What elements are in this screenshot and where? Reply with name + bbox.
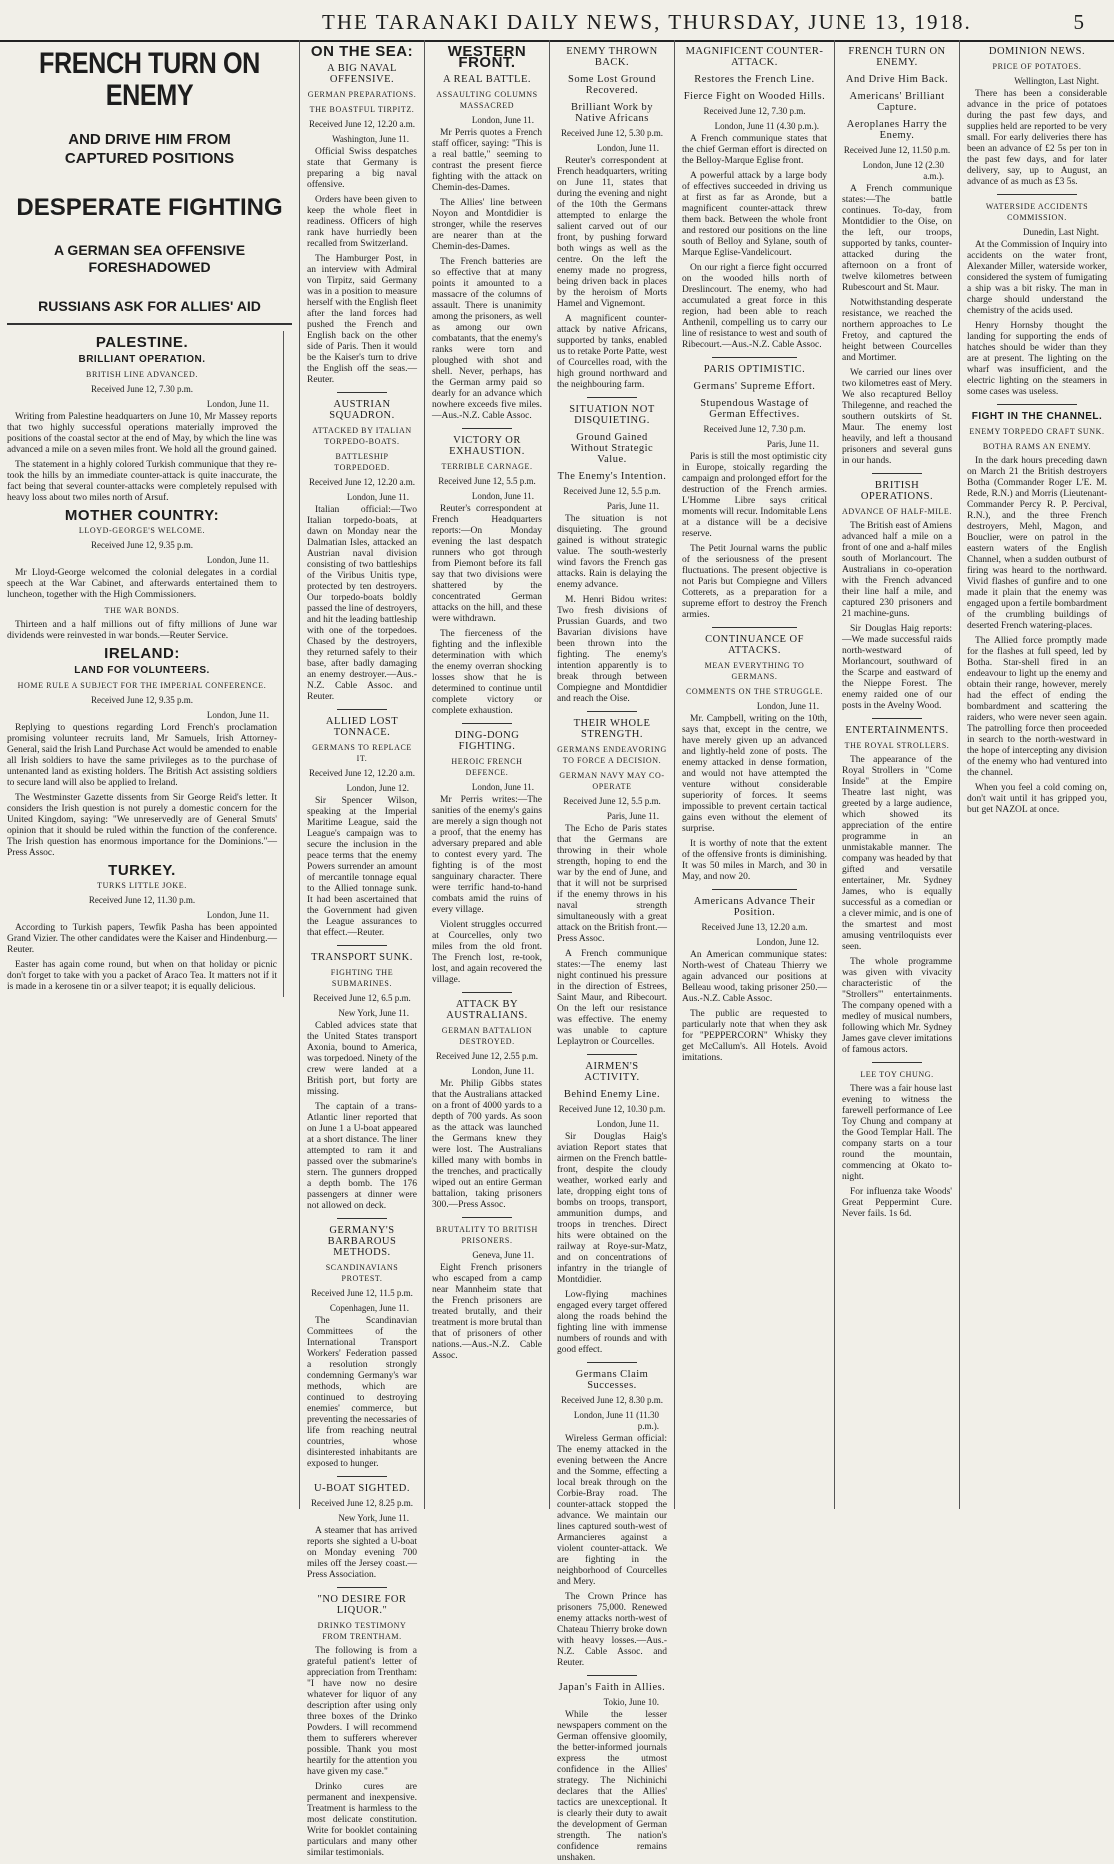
thrown-p2: A magnificent counter-attack by native Africans, supported by tanks, enabled us to retake Porte Patte, west of Courcelles road, with the high ground northward and the neighbouring farm.	[557, 314, 667, 390]
section-mother-country: MOTHER COUNTRY:	[64, 507, 220, 524]
thrown-place: London, June 11.	[596, 143, 659, 153]
austrian-sub2: BATTLESHIP TORPEDOED.	[334, 452, 390, 472]
situation-p1: The situation is not disquieting. The ground gained is without strategic value. The south-westerly wind favors the French gas attacks. Rain is delaying the enemy advance.	[557, 514, 667, 590]
sea-p3: The Hamburger Post, in an interview with Admiral von Tirpitz, said Germany was in a position to measure herself with the English fleet after the land forces had pushed the French and English back on the other side of Paris. Then it would be the Kaiser's turn to drive the English off the seas.—Reuter.	[307, 254, 417, 385]
transport-received: Received June 12, 6.5 p.m.	[313, 993, 411, 1003]
french-place: London, June 12 (2.30 a.m.).	[862, 160, 944, 181]
divider	[337, 1218, 387, 1219]
palestine-sub: BRITISH LINE ADVANCED.	[86, 370, 198, 379]
strength-p2: A French communique states:—The enemy last night continued his pressure in the direction of Estrees, Saint Maur, and Ribecourt. On the left our resistance was effective. The enemy was unable to capture Leplaytron or Courcelles.	[557, 949, 667, 1047]
strength-received: Received June 12, 5.5 p.m.	[563, 796, 661, 806]
liquor-p1: The following is from a grateful patient's letter of appreciation from Trentham: "I have now no desire whatever for liquor of any description after using only three boxes of the Drinko Powders. I will recommend them to sufferers wherever possible. Thank you most heartily for the attention you have given my case."	[307, 1646, 417, 1777]
dominion-place: Wellington, Last Night.	[1014, 76, 1099, 86]
divider	[997, 404, 1077, 405]
austrian-sub1: ATTACKED BY ITALIAN TORPEDO-BOATS.	[312, 426, 412, 446]
tonnage-received: Received June 12, 12.20 a.m.	[309, 768, 415, 778]
situation-received: Received June 12, 5.5 p.m.	[563, 486, 661, 496]
divider	[587, 397, 637, 398]
mother-head: LLOYD-GEORGE'S WELCOME.	[78, 526, 206, 535]
counter-p2: A powerful attack by a large body of effectives succeeded in driving us at first as far as Aronde, but a magnificent counter-attack threw them back. Between the whole front and restored our positions on the line south of Belloy and Sylane, south of Marque Eglise-Vandelicourt.	[682, 171, 827, 258]
liquor-sub: DRINKO TESTIMONY FROM TRENTHAM.	[317, 1621, 407, 1641]
airmen-p1: Sir Douglas Haig's aviation Report states that airmen on the French battle-front, despite the cloudy weather, worked early and late, dropping eight tons of bombs on troops, transport, ammunition dumps, and troops in trenches. Direct hits were obtained on the railway at Roye-sur-Matz, and on concentrations of infantry in the triangle of Montdidier.	[557, 1132, 667, 1285]
counter-p1: A French communique states that the chief German effort is directed on the Belloy-Marque Eglise front.	[682, 134, 827, 166]
french-sub: And Drive Him Back.	[845, 74, 949, 85]
liquor-head: "NO DESIRE FOR LIQUOR."	[317, 1594, 407, 1616]
sea-received: Received June 12, 12.20 a.m.	[309, 119, 415, 129]
sea-sub2: THE BOASTFUL TIRPITZ.	[309, 105, 415, 114]
thrown-head: ENEMY THROWN BACK.	[566, 46, 658, 68]
americans-p1: An American communique states: North-west of Chateau Thierry we again advanced our positions at Belleau wood, taking prisoner 250.—Aus.-N.Z. Cable Assoc.	[682, 950, 827, 1004]
australians-p1: Mr. Philip Gibbs states that the Australians attacked on a front of 4000 yards to a depth of 700 yards. As soon as the attack was launched the Germans knew they were lost. The Australians killed many with bombs in the trenches, and practically wiped out an entire German battalion, taking prisoners 300.—Press Assoc.	[432, 1079, 542, 1210]
waterside-place: Dunedin, Last Night.	[1023, 227, 1099, 237]
transport-p2: The captain of a trans-Atlantic liner reported that on June 1 a U-boat appeared at a short distance. The liner attempted to ram it and passed over the submarine's stern. The gunners dropped a depth bomb. The 176 passengers at dinner were not allowed on deck.	[307, 1102, 417, 1211]
japan-head: Japan's Faith in Allies.	[558, 1682, 666, 1693]
sea-p1: Official Swiss despatches state that Germany is preparing a big naval offensive.	[307, 147, 417, 190]
japan-place: Tokio, June 10.	[603, 1697, 659, 1707]
austrian-received: Received June 12, 12.20 a.m.	[309, 477, 415, 487]
divider	[712, 889, 797, 890]
french-p1: A French communique states:—The battle continues. To-day, from Montdidier to the Oise, on the left, our troops, supported by tanks, counter-attacked during the afternoon on a front of twelve kilometres between Rubescourt and St. Maur.	[842, 184, 952, 293]
attacks-sub2: COMMENTS ON THE STRUGGLE.	[685, 687, 824, 696]
lee-p1: There was a fair house last evening to witness the farewell performance of Lee Toy Chung and company at the Good Templar Hall. The company starts on a tour round the mountain, commencing at Okato to-night.	[842, 1084, 952, 1182]
western-p2: The Allies' line between Noyon and Montdidier is stronger, while the reserves are nearer than at the Chemin-des-Dames.	[432, 198, 542, 252]
victory-place: London, June 11.	[471, 491, 534, 501]
australians-received: Received June 12, 2.55 p.m.	[436, 1051, 538, 1061]
column-7	[960, 40, 1114, 1509]
sea-place: Washington, June 11.	[332, 134, 409, 144]
austrian-head: AUSTRIAN SQUADRON.	[329, 399, 395, 421]
section-fight-in-channel: FIGHT IN THE CHANNEL.	[971, 411, 1103, 422]
french-sub2: Americans' Brilliant Capture.	[849, 91, 945, 113]
ding-p2: Violent struggles occurred at Courcelles, only two miles from the old front. The French lost, re-took, lost, and again recovered the village.	[432, 920, 542, 985]
counter-head: MAGNIFICENT COUNTER-ATTACK.	[685, 46, 824, 68]
counter-sub2: Fierce Fight on Wooded Hills.	[683, 91, 826, 102]
transport-place: New York, June 11.	[338, 1008, 409, 1018]
divider	[997, 194, 1077, 195]
ireland-p2: The Westminster Gazette dissents from Sir George Reid's letter. It considers the Irish question is not purely a domestic concern for the United Kingdom, saying: "We unreservedly are of General Smuts' opinion that it should be ruled within the function of the conference. The Irish question has enormous importance for the Dominions."—Press Assoc.	[7, 793, 277, 858]
uboat-received: Received June 12, 8.25 p.m.	[311, 1498, 413, 1508]
masthead	[0, 0, 1114, 42]
dominion-head: DOMINION NEWS.	[988, 46, 1086, 57]
attacks-p2: It is worthy of note that the extent of the offensive fronts is diminishing. It was 50 miles in March, and 30 in May, and now 20.	[682, 839, 827, 882]
divider	[712, 357, 797, 358]
optimistic-received: Received June 12, 7.30 p.m.	[703, 424, 806, 434]
optimistic-p1: Paris is still the most optimistic city in Europe, stoically regarding the campaign and prolonged effort for the destruction of the French armies. L'Homme Libre says critical moments will recur. Indomitable Lens at a distance will be a decisive reserve.	[682, 452, 827, 539]
australians-head: ATTACK BY AUSTRALIANS.	[446, 999, 528, 1021]
sea-p2: Orders have been given to keep the whole fleet in readiness. Officers of high rank have hurriedly been recalled from Switzerland.	[307, 195, 417, 249]
deck-desperate-fighting: DESPERATE FIGHTING	[16, 194, 283, 221]
americans-received: Received June 13, 12.20 a.m.	[701, 922, 808, 932]
optimistic-sub2: Stupendous Wastage of German Effectives.	[700, 398, 809, 420]
attacks-place: London, June 11.	[756, 701, 819, 711]
americans-place: London, June 12.	[756, 937, 819, 947]
column-2	[300, 40, 425, 1858]
thrown-p1: Reuter's correspondent at French headquarters, writing on June 11, states that during the evening and night of the 10th the Germans attempted to enlarge the salient carved out of our front, by pushing forward both wings as well as the centre. On the left the enemy made no progress, being driven back in places by the heroism of Morts Hamel and Vignemont.	[557, 156, 667, 309]
palestine-place: London, June 11.	[206, 399, 269, 409]
attacks-p1: Mr. Campbell, writing on the 10th, says that, except in the centre, we have merely given up an advanced and lightly-held zone of posts. The enemy attacked in dense formation, and would not have attempted the venture without considerable superiority of forces. It seems impossible to prevent certain tactical gains even without the element of surprise.	[682, 714, 827, 834]
section-palestine: PALESTINE.	[95, 334, 189, 351]
ding-sub: HEROIC FRENCH DEFENCE.	[451, 757, 523, 777]
sea-head: A BIG NAVAL OFFENSIVE.	[327, 63, 397, 85]
channel-sub2: BOTHA RAMS AN ENEMY.	[982, 442, 1092, 451]
dominion-sub: PRICE OF POTATOES.	[992, 62, 1082, 71]
section-ireland: IRELAND:	[104, 645, 180, 662]
column-4	[550, 40, 675, 1863]
lee-p2: For influenza take Woods' Great Peppermint Cure. Never fails. 1s 6d.	[842, 1187, 952, 1219]
french-p2: Notwithstanding desperate resistance, we reached the northern approaches to Le Fretoy, and captured the height between Courcelles and Mortimer.	[842, 298, 952, 363]
victory-p2: The fierceness of the fighting and the inflexible determination with which the enemy overran shocking losses show that he is determined to continue until complete victory or complete exhaustion.	[432, 629, 542, 716]
austrian-p1: Italian official:—Two Italian torpedo-boats, at dawn on Monday near the Dalmatian Isles, attacked an Austrian naval division consisting of two battleships of the Viribus Unitis type, protected by ten destroyers. Our torpedo-boats boldly passed the line of destroyers, and hit the leading battleship with one of the torpedoes. Chased by the destroyers, they returned safely to their base, after badly damaging an enemy destroyer.—Aus.-N.Z. Cable Assoc. and Reuter.	[307, 505, 418, 702]
victory-sub: TERRIBLE CARNAGE.	[441, 462, 533, 471]
masthead-title: THE TARANAKI DAILY NEWS, THURSDAY, JUNE 13, 1918.	[322, 10, 972, 34]
americans-p2: The public are requested to particularly note that when they ask for "PEPPERCORN" Whisky they get McCallum's. All Hotels. Avoid imitations.	[682, 1009, 827, 1063]
situation-sub2: The Enemy's Intention.	[557, 471, 667, 482]
ding-head: DING-DONG FIGHTING.	[454, 730, 520, 752]
turkey-p2: Easter has again come round, but when on that holiday or picnic don't forget to take with you a packet of Araco Tea. It matters not if it is made in a kerosene tin or a silver teapot; it is equally delicious.	[7, 960, 277, 992]
section-turkey: TURKEY.	[108, 862, 176, 879]
western-head: A REAL BATTLE.	[443, 74, 531, 85]
entertainments-p2: The whole programme was given with vivacity characteristic of the "Strollers'" entertainments. The company opened with a medley of musical numbers, following which Mr. Sydney James gave clever imitations of famous actors.	[842, 957, 952, 1055]
divider	[462, 723, 512, 724]
deck-german-sea-offensive: A GERMAN SEA OFFENSIVE FORESHADOWED	[53, 242, 246, 275]
channel-sub: ENEMY TORPEDO CRAFT SUNK.	[969, 427, 1105, 436]
strength-sub: GERMANS ENDEAVORING TO FORCE A DECISION.	[557, 745, 667, 765]
optimistic-p2: The Petit Journal warns the public of the seriousness of the present fluctuations. The present objective is not Paris but Compiegne and Villers Cotterets, as a preparation for a supreme effort to destroy the French armies.	[682, 544, 827, 620]
tonnage-head: ALLIED LOST TONNACE.	[325, 716, 399, 738]
main-subhead: AND DRIVE HIM FROM CAPTURED POSITIONS	[64, 131, 235, 167]
australians-sub: GERMAN BATTALION DESTROYED.	[441, 1026, 533, 1046]
claim-place: London, June 11 (11.30 p.m.).	[573, 1410, 659, 1431]
strength-place: Paris, June 11.	[606, 811, 659, 821]
situation-p2: M. Henri Bidou writes: Two fresh divisions of Prussian Guards, and two Bavarian divisions have been thrown into the fighting. The enemy's intention apparently is to break through between Compiegne and Montdidier and reach the Oise.	[557, 595, 667, 704]
brutality-head: BRUTALITY TO BRITISH PRISONERS.	[436, 1225, 538, 1245]
palestine-received: Received June 12, 7.30 p.m.	[91, 384, 193, 394]
ireland-p1: Replying to questions regarding Lord French's proclamation promising volunteer recruits land, Mr Samuels, Irish Attorney-General, said the Irish Land Purchase Act would be amended to enable all Irish soldiers to have the same privileges as to the purchase of untenanted land as existing holders. The British Act assisting soldiers to secure land will also be applied to Ireland.	[7, 723, 277, 788]
divider	[337, 1587, 387, 1588]
british-p2: Sir Douglas Haig reports:—We made successful raids north-westward of Morlancourt, southward of the Scarpe and eastward of the Nieppe Forest. The enemy raided one of our posts in the Avelny Wood.	[842, 624, 952, 711]
mother-p1: Mr Lloyd-George welcomed the colonial delegates in a cordial speech at the War Cabinet, and afterwards entertained them to luncheon, together with the High Commissioners.	[7, 568, 277, 600]
waterside-p2: Henry Hornsby thought the landing for supporting the ends of hatches should be wider than they are at present. The lighting on the wharf was insufficient, and the electric lighting on the steamers in some cases was useless.	[967, 321, 1107, 397]
attacks-sub: MEAN EVERYTHING TO GERMANS.	[704, 661, 805, 681]
germany-place: Copenhagen, June 11.	[329, 1303, 409, 1313]
airmen-place: London, June 11.	[596, 1119, 659, 1129]
ding-place: London, June 11.	[471, 782, 534, 792]
channel-p3: When you feel a cold coming on, don't wait until it has gripped you, but get NAZOL at once.	[967, 783, 1107, 815]
turkey-p1: According to Turkish papers, Tewfik Pasha has been appointed Grand Vizier. The other candidates were the Kaiser and Hindenburg.—Reuter.	[7, 923, 277, 955]
germany-received: Received June 12, 11.5 p.m.	[311, 1288, 413, 1298]
ireland-sub: HOME RULE A SUBJECT FOR THE IMPERIAL CONFERENCE.	[17, 681, 267, 690]
dominion-p1: There has been a considerable advance in the price of potatoes during the past few days, and supplies held are reported to be very small. For early deliveries there has been an advance of £2 5s per ton in the past few days, and for later delivery, say, up to August, an advance of as much as £3 5s.	[967, 89, 1107, 187]
western-p3: The French batteries are so effective that at many points it amounted to a massacre of the columns of assault. There is unanimity among the prisoners, as well as among our own combatants, that the enemy's ranks were torn and ploughed with shot and shell. Never, perhaps, has the German army paid so dearly for an advance which nowhere exceeds five miles.—Aus.-N.Z. Cable Assoc.	[432, 257, 542, 421]
french-head: FRENCH TURN ON ENEMY.	[848, 46, 946, 68]
divider	[337, 392, 387, 393]
ding-p1: Mr Perris writes:—The sanities of the enemy's gains are merely a sign though not a proof, that the enemy has adversary prepared and able to contest every yard. The fighting is of the most sanguinary character. There were terrific hand-to-hand combats amid the ruins of every village.	[432, 795, 542, 915]
ireland-place: London, June 11.	[206, 710, 269, 720]
attacks-head: CONTINUANCE OF ATTACKS.	[705, 634, 804, 656]
channel-p2: The Allied force promptly made for the flashes at full speed, led by Botha. Star-shell fired in an endeavour to light up the enemy and obtain their range, however, merely had the effect of ending the bombardment and scattering the raiders, who were never seen again. The patrolling force then proceeded in search to the north-westward in the hope of intercepting any division of the enemy who had ventured into the channel.	[967, 636, 1107, 778]
palestine-head: BRILLIANT OPERATION.	[78, 354, 206, 365]
palestine-p1: Writing from Palestine headquarters on June 10, Mr Massey reports that two highly successful operations materially improved the positions of the coastal sector at the end of May, by which the line was advanced a mile on a seven miles front. We hold all the ground gained.	[7, 412, 277, 455]
sea-sub1: GERMAN PREPARATIONS.	[307, 90, 417, 99]
divider	[587, 1362, 637, 1363]
divider	[462, 1217, 512, 1218]
optimistic-head: PARIS OPTIMISTIC.	[703, 364, 806, 375]
germany-p1: The Scandinavian Committees of the International Transport Workers' Federation passed a resolution strongly condemning Germany's war methods, which are continued to destroying enemies' commerce, but preventing the necessaries of life from reaching neutral countries, whose disinterested inhabitants are exposed to hunger.	[307, 1316, 417, 1469]
airmen-sub: Behind Enemy Line.	[563, 1089, 661, 1100]
western-p1: Mr Perris quotes a French staff officer, saying: "This is a real battle," seeming to contrast the present fierce fighting with the attack on Chemin-des-Dames.	[432, 128, 542, 193]
uboat-head: U-BOAT SIGHTED.	[314, 1483, 410, 1494]
lee-head: LEE TOY CHUNG.	[860, 1070, 934, 1079]
transport-head: TRANSPORT SUNK.	[311, 952, 413, 963]
divider	[872, 718, 922, 719]
situation-sub: Ground Gained Without Strategic Value.	[570, 432, 654, 465]
divider	[872, 473, 922, 474]
war-bonds-head: THE WAR BONDS.	[104, 606, 180, 615]
thrown-sub: Some Lost Ground Recovered.	[568, 74, 656, 96]
counter-received: Received June 12, 7.30 p.m.	[703, 106, 806, 116]
divider	[587, 711, 637, 712]
ireland-head: LAND FOR VOLUNTEERS.	[74, 665, 210, 676]
divider	[712, 627, 797, 628]
claim-p2: The Crown Prince has prisoners 75,000. Renewed enemy attacks north-west of Chateau Thierry broke down with heavy losses.—Aus.-N.Z. Cable Assoc. and Reuter.	[557, 1592, 667, 1668]
tonnage-p1: Sir Spencer Wilson, speaking at the Imperial Maritime League, said the League's campaign was to secure the inclusion in the peace terms that the enemy Powers surrender an amount of mercantile tonnage equal to the Allied tonnage sunk. It had been ascertained that the Government had given the League assurances to that effect.—Reuter.	[307, 796, 417, 938]
transport-p1: Cabled advices state that the United States transport Axonia, bound to America, was torpedoed. Ninety of the crew were landed at a British port, but forty are missing.	[307, 1021, 418, 1097]
french-received: Received June 12, 11.50 p.m.	[843, 145, 951, 155]
transport-sub: FIGHTING THE SUBMARINES.	[330, 968, 394, 988]
waterside-head: WATERSIDE ACCIDENTS COMMISSION.	[985, 202, 1089, 222]
tonnage-sub: GERMANS TO REPLACE IT.	[312, 743, 412, 763]
channel-p1: In the dark hours preceding dawn on March 21 the British destroyers Botha (Commander Roger L'E. M. Rede, R.N.) and Morris (Lieutenant-Commander Percy R. P. Percival, R.N.), and the three French destroyers, Mehl, Magon, and Bouclier, were on patrol in the eastern waters of the English Channel, when a sudden outburst of firing was heard to the northward. Vivid flashes of gunfire and to one made it plain that the enemy was engaged upon a fertile bombardment of the crumbling buildings of deserted French watering-places.	[967, 456, 1107, 631]
sub-column-left	[7, 331, 284, 997]
divider	[337, 1476, 387, 1477]
thrown-sub2: Brilliant Work by Native Africans	[570, 102, 654, 124]
divider	[587, 1675, 637, 1676]
uboat-p1: A steamer that has arrived reports she sighted a U-boat on Monday evening 700 miles off the Jersey coast.—Press Association.	[307, 1526, 417, 1580]
column-1	[0, 40, 300, 1509]
divider	[872, 1062, 922, 1063]
waterside-p1: At the Commission of Inquiry into accidents on the water front, Alexander Miller, waterside worker, considered the system of fumigating a ship was a bit risky. The man in charge should understand the chemistry of the acids used.	[967, 240, 1107, 316]
brutality-p1: Eight French prisoners who escaped from a camp near Mannheim state that the French prisoners are treated brutally, and their treatment is more brutal than that of prisoners of other nations.—Aus.-N.Z. Cable Assoc.	[432, 1263, 542, 1361]
turkey-place: London, June 11.	[206, 910, 269, 920]
claim-p1: Wireless German official: The enemy attacked in the evening between the Ancre and the Somme, effecting a local break through on the Corbie-Bray road. The counter-attack stopped the advance. We maintain our lines captured south-west of Armancieres against a violent counter-attack. We are fighting in the neighborhood of Courcelles and Mery.	[557, 1434, 667, 1587]
french-p3: We carried our lines over two kilometres east of Mery. We also recaptured Belloy Thilegenne, and reached the southern outskirts of St. Maur. The enemy lost heavily, and left a thousand prisoners and several guns in our hands.	[842, 368, 952, 466]
entertainments-p1: The appearance of the Royal Strollers in "Come Inside" at the Empire Theatre last night, was greeted by a large audience, which showed its appreciation of the entire programme in an unmistakable manner. The company was headed by that gifted and versatile entertainer, Mr. Sydney James, who is equally successful as a comedian or a clever mimic, and is one of the smartest and most amusing ventriloquists ever seen.	[842, 755, 953, 952]
british-p1: The British east of Amiens advanced half a mile on a front of one and a-half miles south of Morlancourt. The Australians in co-operation with the French advanced their line half a mile, and captured 230 prisoners and 21 machine-guns.	[842, 521, 952, 619]
column-5	[675, 40, 835, 1509]
claim-head: Germans Claim Successes.	[575, 1369, 649, 1391]
australians-place: London, June 11.	[471, 1066, 534, 1076]
brutality-place: Geneva, June 11.	[472, 1250, 534, 1260]
deck-russians-ask-aid: RUSSIANS ASK FOR ALLIES' AID	[38, 298, 261, 314]
turkey-received: Received June 12, 11.30 p.m.	[88, 895, 196, 905]
entertainments-head: ENTERTAINMENTS.	[845, 725, 949, 736]
mother-place: London, June 11.	[206, 555, 269, 565]
situation-place: Paris, June 11.	[606, 501, 659, 511]
liquor-p2: Drinko cures are permanent and inexpensive. Treatment is harmless to the most delicate constitution. Write for booklet containing particulars and many other similar testimonials.	[307, 1782, 417, 1858]
french-sub3: Aeroplanes Harry the Enemy.	[846, 119, 948, 141]
optimistic-place: Paris, June 11.	[766, 439, 819, 449]
airmen-received: Received June 12, 10.30 p.m.	[558, 1104, 666, 1114]
main-headline: FRENCH TURN ON ENEMY	[39, 47, 260, 112]
victory-head: VICTORY OR EXHAUSTION.	[449, 435, 525, 457]
western-sub: ASSAULTING COLUMNS MASSACRED	[436, 90, 538, 110]
japan-p1: While the lesser newspapers comment on the German offensive gloomily, the better-informed journals express the utmost confidence in the Allies' strategy. The Nichinichi declares that the Allies' tactics are unexceptional. It is clearly their duty to await the development of German strength. The nation's confidence remains unshaken.	[557, 1710, 667, 1863]
germany-sub: SCANDINAVIANS PROTEST.	[325, 1263, 399, 1283]
mother-p2: Thirteen and a half millions out of fifty millions of June war dividends were reinvested in war bonds.—Reuter Service.	[7, 620, 277, 641]
victory-received: Received June 12, 5.5 p.m.	[438, 476, 536, 486]
divider	[337, 709, 387, 710]
divider	[587, 1054, 637, 1055]
counter-place: London, June 11 (4.30 p.m.).	[714, 121, 819, 131]
germany-head: GERMANY'S BARBAROUS METHODS.	[327, 1225, 397, 1258]
section-on-the-sea: ON THE SEA:	[310, 43, 414, 60]
divider	[7, 323, 292, 325]
turkey-head: TURKS LITTLE JOKE.	[97, 881, 187, 890]
americans-head: Americans Advance Their Position.	[693, 896, 816, 918]
column-3	[425, 40, 550, 1509]
counter-p3: On our right a fierce fight occurred on the wooded hills north of Dreslincourt. The enemy, who had accumulated a great force in this region, had been able to reach Anthenil, compelling us to carry our line of resistance to west and south of Ribecourt.—Aus.-N.Z. Cable Assoc.	[682, 263, 827, 350]
thrown-received: Received June 12, 5.30 p.m.	[561, 128, 663, 138]
british-head: BRITISH OPERATIONS.	[860, 480, 934, 502]
mother-received: Received June 12, 9.35 p.m.	[91, 540, 193, 550]
austrian-place: London, June 11.	[346, 492, 409, 502]
ireland-received: Received June 12, 9.35 p.m.	[91, 695, 193, 705]
entertainments-sub: THE ROYAL STROLLERS.	[844, 741, 950, 750]
strength-sub2: GERMAN NAVY MAY CO-OPERATE	[559, 771, 665, 791]
optimistic-sub: Germans' Supreme Effort.	[693, 381, 816, 392]
palestine-p2: The statement in a highly colored Turkish communique that they re-took the hills by an immediate counter-attack is quite inaccurate, the fact being that several counter-attacks were completely repulsed with heavy loss about two miles north of Arsuf.	[7, 460, 277, 503]
counter-sub: Restores the French Line.	[694, 74, 815, 85]
airmen-head: AIRMEN'S ACTIVITY.	[584, 1061, 640, 1083]
strength-p1: The Echo de Paris states that the Germans are throwing in their whole strength, hoping to end the war by the end of June, and that it will not be surprised if the enemy throws in his naval strength simultaneously with a great attack on the British front.—Press Assoc.	[557, 824, 667, 944]
british-sub: ADVANCE OF HALF-MILE.	[842, 507, 953, 516]
uboat-place: New York, June 11.	[338, 1513, 409, 1523]
column-6	[835, 40, 960, 1509]
page-number: 5	[1073, 10, 1084, 34]
situation-head: SITUATION NOT DISQUIETING.	[569, 404, 655, 426]
divider	[462, 992, 512, 993]
divider	[462, 428, 512, 429]
strength-head: THEIR WHOLE STRENGTH.	[573, 718, 651, 740]
tonnage-place: London, June 12.	[346, 783, 409, 793]
section-western-front: WESTERN FRONT.	[447, 43, 527, 71]
divider	[337, 945, 387, 946]
victory-p1: Reuter's correspondent at French Headquarters reports:—On Monday evening the last despatch runners who got through from Piemont before its fall say that two divisions were shattered by the concentrated German attacks on the hill, and these were withdrawn.	[432, 504, 542, 624]
western-place: London, June 11.	[471, 115, 534, 125]
claim-received: Received June 12, 8.30 p.m.	[561, 1395, 663, 1405]
airmen-p2: Low-flying machines engaged every target offered along the roads behind the fighting line with immense numbers of rounds and with good effect.	[557, 1290, 667, 1355]
